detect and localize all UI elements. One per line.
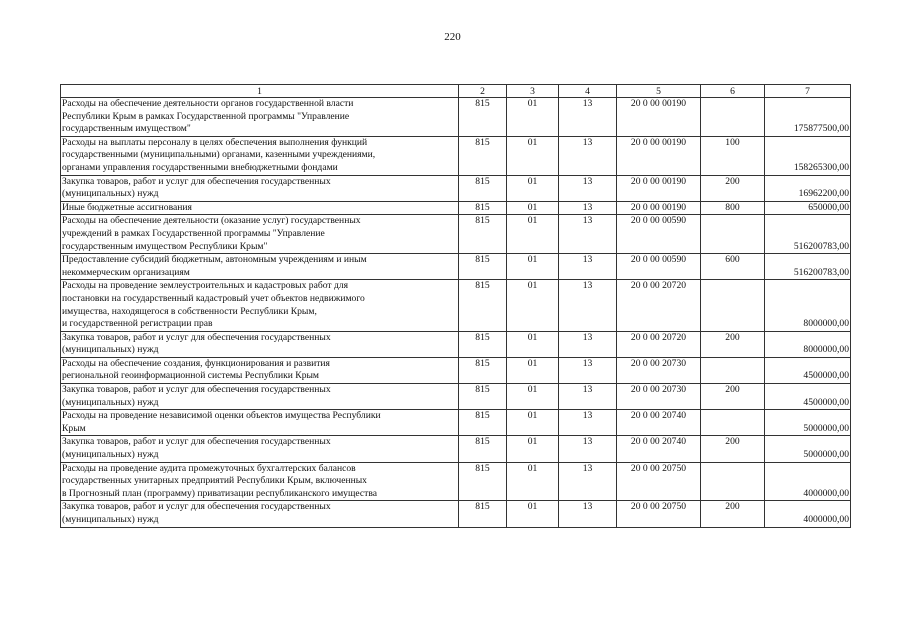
expense-name-line: Расходы на проведение землеустроительных и кадастровых работ для <box>62 280 349 292</box>
ministry-code-cell: 815 <box>459 501 507 527</box>
column-header: 1 <box>61 85 459 98</box>
expense-name-cell <box>61 201 459 215</box>
expense-type-cell: 800 <box>701 201 765 215</box>
expense-type-cell: 200 <box>701 384 765 410</box>
amount-cell: 8000000,00 <box>765 331 851 357</box>
expense-name-cell <box>61 98 459 137</box>
expense-type-cell: 200 <box>701 175 765 201</box>
expense-name-line: государственных унитарных предприятий Республики Крым, включенных <box>62 475 367 487</box>
table-row <box>61 357 851 383</box>
target-article-cell: 20 0 00 20720 <box>617 331 701 357</box>
amount-cell: 8000000,00 <box>765 280 851 331</box>
expense-name-line: учреждений в рамках Государственной программы "Управление <box>62 227 325 239</box>
expense-name-line: Закупка товаров, работ и услуг для обеспечения государственных <box>62 384 331 396</box>
target-article-cell: 20 0 00 20740 <box>617 436 701 462</box>
table-row <box>61 254 851 280</box>
expense-type-cell <box>701 410 765 436</box>
section-code-cell: 01 <box>507 357 559 383</box>
expense-name-cell <box>61 254 459 280</box>
expense-name-cell <box>61 357 459 383</box>
amount-cell: 4500000,00 <box>765 384 851 410</box>
expense-type-cell: 600 <box>701 254 765 280</box>
table-row <box>61 136 851 175</box>
column-header: 7 <box>765 85 851 98</box>
target-article-cell: 20 0 00 00190 <box>617 98 701 137</box>
expense-name-cell <box>61 462 459 501</box>
expense-name-cell <box>61 410 459 436</box>
section-code-cell: 01 <box>507 254 559 280</box>
ministry-code-cell: 815 <box>459 436 507 462</box>
expense-name-line: (муниципальных) нужд <box>62 514 159 525</box>
table-header-row <box>61 85 851 98</box>
section-code-cell: 01 <box>507 136 559 175</box>
subsection-code-cell: 13 <box>559 280 617 331</box>
expense-name-line: Расходы на проведение аудита промежуточных бухгалтерских балансов <box>62 462 356 474</box>
ministry-code-cell: 815 <box>459 410 507 436</box>
section-code-cell: 01 <box>507 436 559 462</box>
subsection-code-cell: 13 <box>559 357 617 383</box>
expense-name-line: в Прогнозный план (программу) приватизации республиканского имущества <box>62 487 377 499</box>
amount-cell: 516200783,00 <box>765 215 851 254</box>
amount-cell: 175877500,00 <box>765 98 851 137</box>
expense-type-cell <box>701 280 765 331</box>
amount-cell: 4000000,00 <box>765 501 851 527</box>
section-code-cell: 01 <box>507 280 559 331</box>
section-code-cell: 01 <box>507 462 559 501</box>
subsection-code-cell: 13 <box>559 384 617 410</box>
column-header: 3 <box>507 85 559 98</box>
section-code-cell: 01 <box>507 98 559 137</box>
table-row <box>61 201 851 215</box>
expense-name-line: Закупка товаров, работ и услуг для обеспечения государственных <box>62 501 331 513</box>
target-article-cell: 20 0 00 20730 <box>617 384 701 410</box>
table-row <box>61 501 851 527</box>
expense-name-line: имущества, находящегося в собственности Республики Крым, <box>62 305 317 317</box>
target-article-cell: 20 0 00 20730 <box>617 357 701 383</box>
target-article-cell: 20 0 00 20750 <box>617 462 701 501</box>
table-row <box>61 436 851 462</box>
table-row <box>61 410 851 436</box>
expense-type-cell <box>701 215 765 254</box>
amount-cell: 5000000,00 <box>765 436 851 462</box>
section-code-cell: 01 <box>507 410 559 436</box>
expense-name-line: Закупка товаров, работ и услуг для обеспечения государственных <box>62 331 331 343</box>
expense-name-line: органами управления государственными внебюджетными фондами <box>62 161 338 173</box>
target-article-cell: 20 0 00 00190 <box>617 136 701 175</box>
subsection-code-cell: 13 <box>559 201 617 215</box>
expense-name-line: государственным имуществом Республики Крым" <box>62 240 268 252</box>
amount-cell: 158265300,00 <box>765 136 851 175</box>
column-header: 4 <box>559 85 617 98</box>
amount-cell: 16962200,00 <box>765 175 851 201</box>
target-article-cell: 20 0 00 00190 <box>617 201 701 215</box>
ministry-code-cell: 815 <box>459 98 507 137</box>
table-row <box>61 384 851 410</box>
section-code-cell: 01 <box>507 201 559 215</box>
table-row <box>61 462 851 501</box>
section-code-cell: 01 <box>507 215 559 254</box>
expense-name-line: (муниципальных) нужд <box>62 449 159 461</box>
ministry-code-cell: 815 <box>459 462 507 501</box>
expense-type-cell: 200 <box>701 436 765 462</box>
column-header: 5 <box>617 85 701 98</box>
expense-name-cell <box>61 215 459 254</box>
ministry-code-cell: 815 <box>459 357 507 383</box>
table-row <box>61 280 851 331</box>
subsection-code-cell: 13 <box>559 136 617 175</box>
table-row <box>61 331 851 357</box>
amount-cell: 5000000,00 <box>765 410 851 436</box>
expense-name-line: Расходы на обеспечение деятельности органов государственной власти <box>62 98 354 109</box>
expense-name-line: и государственной регистрации прав <box>62 318 213 330</box>
amount-cell: 4500000,00 <box>765 357 851 383</box>
page-number: 220 <box>444 31 461 43</box>
budget-table <box>60 84 851 528</box>
target-article-cell: 20 0 00 00590 <box>617 215 701 254</box>
subsection-code-cell: 13 <box>559 462 617 501</box>
expense-name-line: Закупка товаров, работ и услуг для обеспечения государственных <box>62 175 331 187</box>
expense-name-line: Расходы на проведение независимой оценки объектов имущества Республики <box>62 410 381 422</box>
expense-type-cell <box>701 462 765 501</box>
target-article-cell: 20 0 00 00590 <box>617 254 701 280</box>
expense-type-cell: 200 <box>701 331 765 357</box>
expense-name-line: Расходы на обеспечение создания, функционирования и развития <box>62 357 330 369</box>
column-header: 2 <box>459 85 507 98</box>
target-article-cell: 20 0 00 20740 <box>617 410 701 436</box>
expense-name-line: (муниципальных) нужд <box>62 344 159 356</box>
ministry-code-cell: 815 <box>459 280 507 331</box>
expense-name-cell <box>61 436 459 462</box>
ministry-code-cell: 815 <box>459 254 507 280</box>
target-article-cell: 20 0 00 00190 <box>617 175 701 201</box>
subsection-code-cell: 13 <box>559 501 617 527</box>
expense-name-line: Закупка товаров, работ и услуг для обеспечения государственных <box>62 436 331 448</box>
target-article-cell: 20 0 00 20750 <box>617 501 701 527</box>
expense-name-line: постановки на государственный кадастровый учет объектов недвижимого <box>62 292 365 304</box>
expense-name-cell <box>61 280 459 331</box>
subsection-code-cell: 13 <box>559 254 617 280</box>
expense-name-cell <box>61 331 459 357</box>
target-article-cell: 20 0 00 20720 <box>617 280 701 331</box>
amount-cell: 650000,00 <box>765 201 851 215</box>
expense-name-line: (муниципальных) нужд <box>62 188 159 200</box>
ministry-code-cell: 815 <box>459 175 507 201</box>
ministry-code-cell: 815 <box>459 215 507 254</box>
expense-type-cell <box>701 98 765 137</box>
expense-name-line: (муниципальных) нужд <box>62 396 159 408</box>
expense-name-cell <box>61 136 459 175</box>
section-code-cell: 01 <box>507 384 559 410</box>
expense-name-line: государственными (муниципальными) органами, казенными учреждениями, <box>62 149 376 161</box>
expense-name-line: Республики Крым в рамках Государственной программы "Управление <box>62 110 350 122</box>
ministry-code-cell: 815 <box>459 136 507 175</box>
subsection-code-cell: 13 <box>559 215 617 254</box>
section-code-cell: 01 <box>507 175 559 201</box>
expense-name-line: Предоставление субсидий бюджетным, автономным учреждениям и иным <box>62 254 367 266</box>
ministry-code-cell: 815 <box>459 201 507 215</box>
table-row <box>61 98 851 137</box>
subsection-code-cell: 13 <box>559 436 617 462</box>
expense-name-line: Расходы на выплаты персоналу в целях обеспечения выполнения функций <box>62 136 368 148</box>
table-row <box>61 175 851 201</box>
expense-name-line: Иные бюджетные ассигнования <box>62 201 192 213</box>
amount-cell: 516200783,00 <box>765 254 851 280</box>
subsection-code-cell: 13 <box>559 410 617 436</box>
expense-name-cell <box>61 384 459 410</box>
expense-name-line: Крым <box>62 422 86 434</box>
subsection-code-cell: 13 <box>559 175 617 201</box>
amount-cell: 4000000,00 <box>765 462 851 501</box>
expense-name-line: региональной геоинформационной системы Республики Крым <box>62 370 320 382</box>
column-header: 6 <box>701 85 765 98</box>
expense-type-cell: 200 <box>701 501 765 527</box>
section-code-cell: 01 <box>507 331 559 357</box>
ministry-code-cell: 815 <box>459 384 507 410</box>
expense-type-cell <box>701 357 765 383</box>
expense-type-cell: 100 <box>701 136 765 175</box>
section-code-cell: 01 <box>507 501 559 527</box>
expense-name-cell <box>61 175 459 201</box>
subsection-code-cell: 13 <box>559 331 617 357</box>
ministry-code-cell: 815 <box>459 331 507 357</box>
subsection-code-cell: 13 <box>559 98 617 137</box>
table-row <box>61 215 851 254</box>
expense-name-line: Расходы на обеспечение деятельности (оказание услуг) государственных <box>62 215 361 227</box>
expense-name-line: государственным имуществом" <box>62 123 191 135</box>
expense-name-cell <box>61 501 459 527</box>
expense-name-line: некоммерческим организациям <box>62 266 190 278</box>
